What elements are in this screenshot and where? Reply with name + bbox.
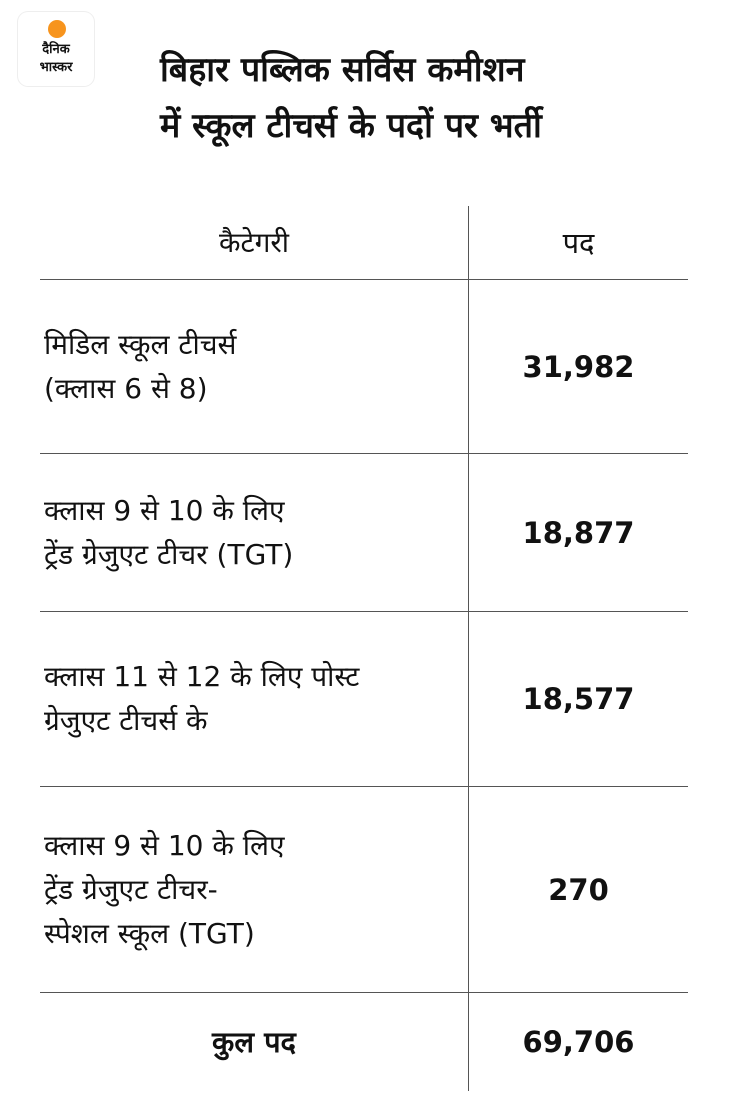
page-title bbox=[160, 42, 720, 154]
category-line: क्लास 9 से 10 के लिए bbox=[44, 493, 285, 527]
table-row-category bbox=[44, 787, 464, 992]
title-line2: में स्कूल टीचर्स के पदों पर भर्ती bbox=[160, 106, 542, 146]
table-row-posts: 270 bbox=[548, 872, 609, 907]
header-posts: पद bbox=[562, 226, 595, 260]
category-line: क्लास 11 से 12 के लिए पोस्ट bbox=[44, 660, 360, 693]
recruitment-table bbox=[40, 206, 688, 1091]
title-line1: बिहार पब्लिक सर्विस कमीशन bbox=[160, 50, 525, 90]
table-row-category bbox=[44, 612, 464, 786]
brand-logo bbox=[18, 12, 94, 86]
category-line: क्लास 9 से 10 के लिए bbox=[44, 828, 285, 862]
category-line: मिडिल स्कूल टीचर्स bbox=[44, 327, 237, 361]
category-line: (क्लास 6 से 8) bbox=[44, 371, 208, 405]
category-line: ग्रेजुएट टीचर्स के bbox=[44, 704, 208, 737]
table-row-posts: 31,982 bbox=[522, 349, 635, 384]
sun-icon bbox=[48, 20, 66, 38]
table-row-posts: 18,877 bbox=[522, 515, 635, 550]
logo-text-line1: दैनिक bbox=[42, 42, 70, 57]
category-line: ट्रेंड ग्रेजुएट टीचर (TGT) bbox=[44, 537, 294, 571]
category-line: स्पेशल स्कूल (TGT) bbox=[44, 916, 255, 950]
table-row-category bbox=[44, 454, 464, 611]
logo-text-line2: भास्कर bbox=[39, 60, 73, 75]
total-value: 69,706 bbox=[522, 1025, 635, 1059]
table-row-posts: 18,577 bbox=[522, 682, 635, 716]
header-category: कैटेगरी bbox=[218, 225, 290, 259]
table-row-category bbox=[44, 280, 464, 453]
category-line: ट्रेंड ग्रेजुएट टीचर- bbox=[44, 872, 218, 906]
total-label: कुल पद bbox=[212, 1025, 296, 1059]
